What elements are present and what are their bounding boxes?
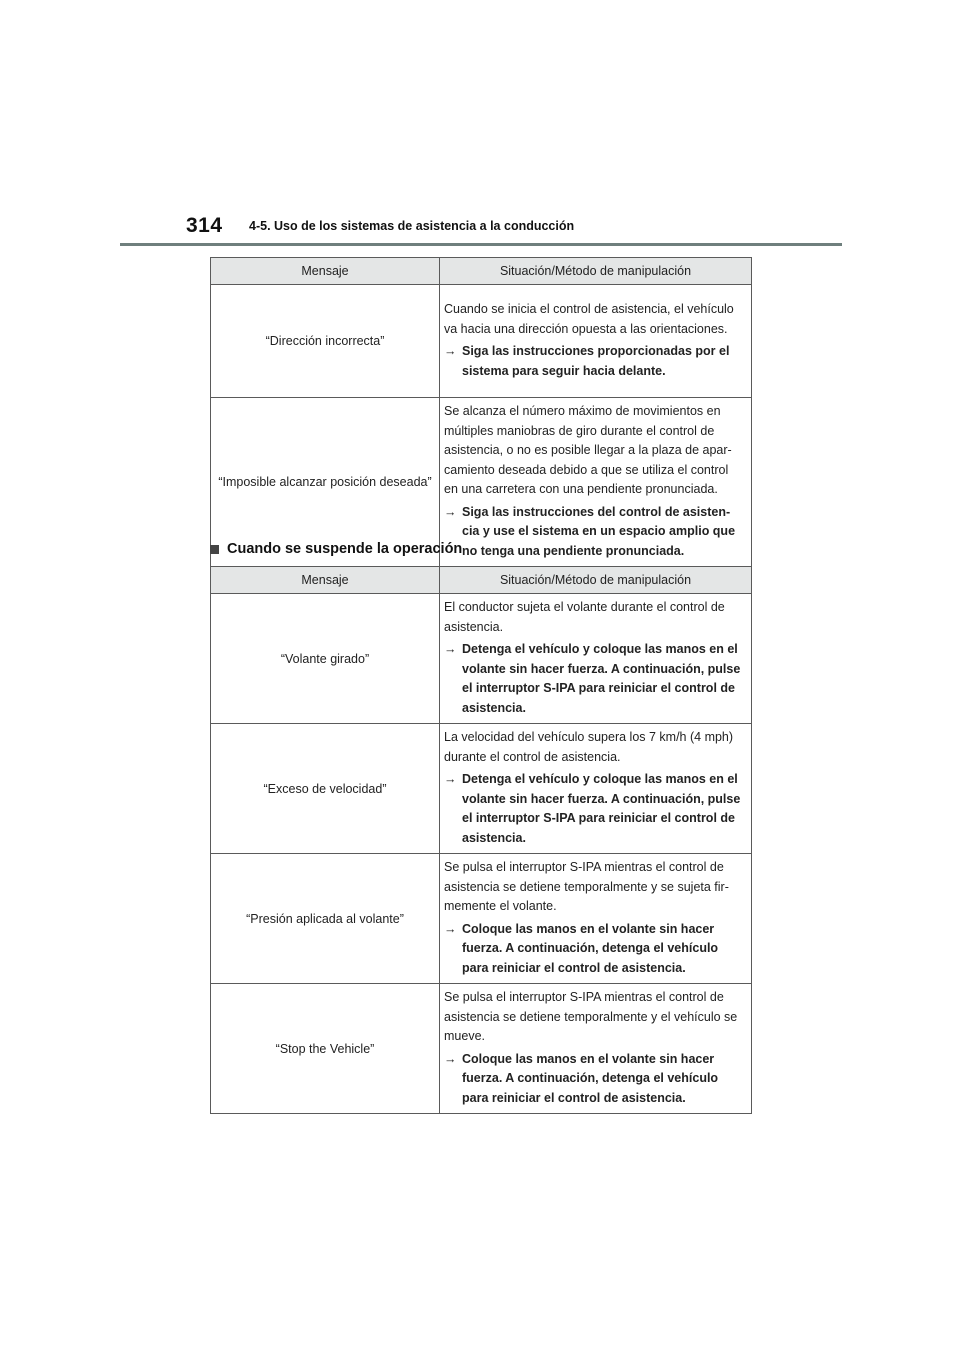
situation-cell	[440, 594, 752, 724]
message-cell: “Presión aplicada al volante”	[211, 854, 440, 984]
situation-cell	[440, 984, 752, 1114]
situation-text: Se alcanza el número máximo de movimientos en múltiples maniobras de giro durante el control de asistencia, o no es posible llegar a la plaza de apar- camiento deseada debido a que se utiliza el control en una carretera con una pendiente pronunciada.	[444, 404, 732, 496]
table-row	[211, 594, 752, 724]
situation-cell	[440, 854, 752, 984]
messages-table-2	[210, 566, 752, 1114]
action-instruction	[444, 770, 745, 848]
action-instruction	[444, 342, 745, 381]
situation-text: Se pulsa el interruptor S-IPA mientras el control de asistencia se detiene temporalmente y el vehículo se mueve.	[444, 990, 738, 1043]
situation-text: El conductor sujeta el volante durante el control de asistencia.	[444, 600, 725, 634]
action-text: Siga las instrucciones proporcionadas por el sistema para seguir hacia delante.	[462, 344, 730, 378]
messages-table-1	[210, 257, 752, 567]
column-header-message: Mensaje	[211, 567, 440, 594]
action-instruction	[444, 920, 745, 979]
action-instruction	[444, 1050, 745, 1109]
action-instruction	[444, 503, 745, 562]
arrow-right-icon: →	[444, 1051, 457, 1066]
situation-text: La velocidad del vehículo supera los 7 km/h (4 mph) durante el control de asistencia.	[444, 730, 734, 764]
action-text: Detenga el vehículo y coloque las manos en el volante sin hacer fuerza. A continuación, pulse el interruptor S-IPA para reiniciar el control de asistencia.	[462, 642, 741, 715]
header-divider	[120, 243, 842, 246]
section-title: 4-5. Uso de los sistemas de asistencia a la conducción	[249, 219, 575, 233]
arrow-right-icon: →	[444, 642, 457, 656]
situation-text: Se pulsa el interruptor S-IPA mientras el control de asistencia se detiene temporalmente y se sujeta fir- memente el volante.	[444, 860, 729, 913]
situation-cell	[440, 724, 752, 854]
subsection-heading-text: Cuando se suspende la operación	[227, 541, 463, 557]
table-row	[211, 984, 752, 1114]
table-row	[211, 285, 752, 398]
arrow-right-icon: →	[444, 772, 457, 786]
action-text: Coloque las manos en el volante sin hacer fuerza. A continuación, detenga el vehículo para reiniciar el control de asistencia.	[462, 921, 719, 975]
table-header-row	[211, 258, 752, 285]
action-text: Detenga el vehículo y coloque las manos en el volante sin hacer fuerza. A continuación, pulse el interruptor S-IPA para reiniciar el control de asistencia.	[462, 772, 741, 845]
column-header-situation: Situación/Método de manipulación	[440, 258, 752, 285]
situation-cell	[440, 285, 752, 398]
arrow-right-icon: →	[444, 344, 457, 358]
message-cell: “Dirección incorrecta”	[211, 285, 440, 398]
square-bullet-icon	[210, 545, 219, 554]
situation-cell	[440, 398, 752, 567]
arrow-right-icon: →	[444, 504, 457, 519]
message-cell: “Imposible alcanzar posición deseada”	[211, 398, 440, 567]
message-cell: “Volante girado”	[211, 594, 440, 724]
action-instruction	[444, 640, 745, 718]
action-text: Siga las instrucciones del control de asisten- cia y use el sistema en un espacio amplio que no tenga una pendiente pronunciada.	[462, 504, 736, 558]
column-header-situation: Situación/Método de manipulación	[440, 567, 752, 594]
arrow-right-icon: →	[444, 921, 457, 936]
table-row	[211, 854, 752, 984]
situation-text: Cuando se inicia el control de asistencia, el vehículo va hacia una dirección opuesta a las orientaciones.	[444, 302, 734, 336]
message-cell: “Exceso de velocidad”	[211, 724, 440, 854]
table-row	[211, 724, 752, 854]
action-text: Coloque las manos en el volante sin hacer fuerza. A continuación, detenga el vehículo para reiniciar el control de asistencia.	[462, 1051, 719, 1105]
column-header-message: Mensaje	[211, 258, 440, 285]
subsection-heading	[210, 541, 462, 557]
message-cell: “Stop the Vehicle”	[211, 984, 440, 1114]
page-number: 314	[186, 214, 223, 237]
table-header-row	[211, 567, 752, 594]
